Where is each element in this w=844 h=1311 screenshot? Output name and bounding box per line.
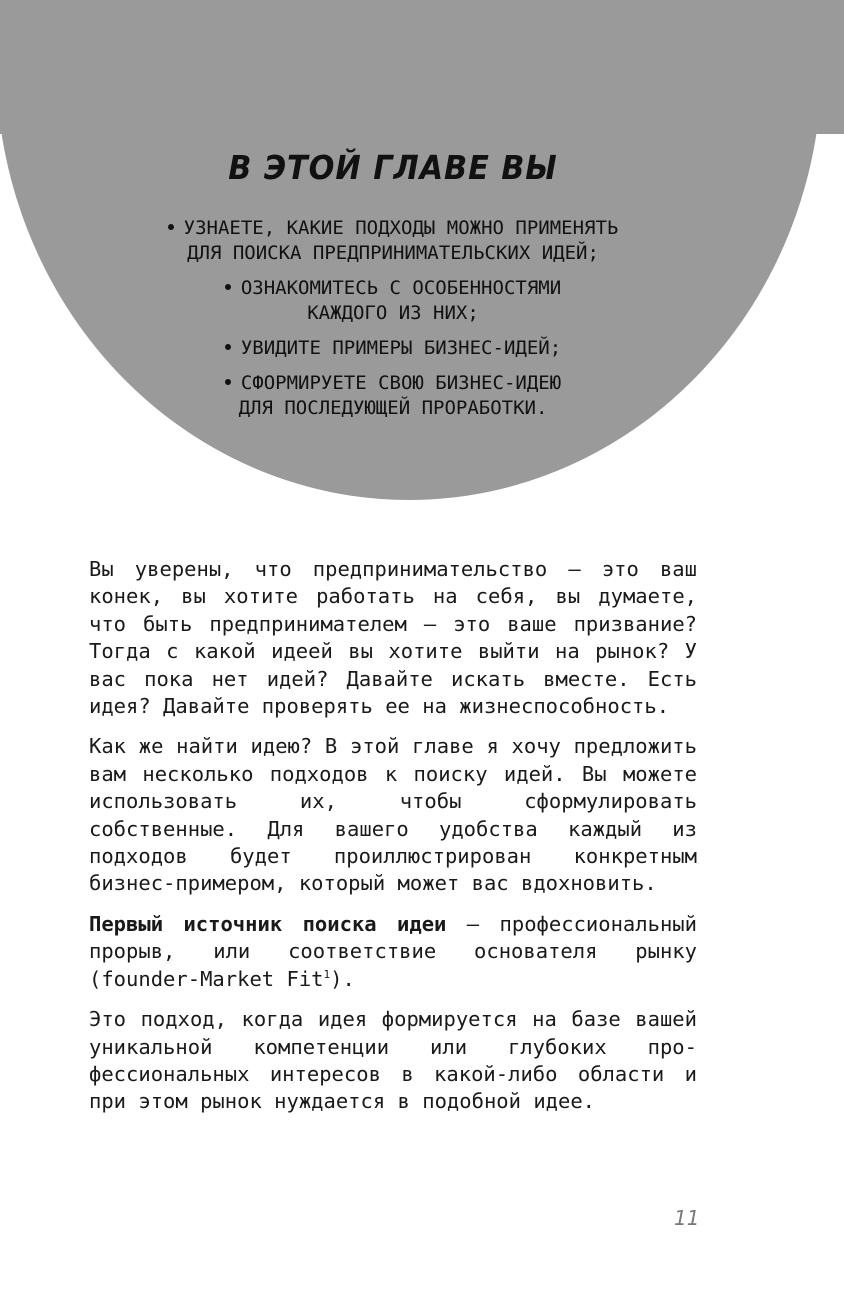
- body-text: [89, 556, 697, 1129]
- chapter-intro-item: [0, 276, 786, 326]
- chapter-intro-item-text: СФОРМИРУЕТЕ СВОЮ БИЗНЕС-ИДЕЮ ДЛЯ ПОСЛЕДУЮЩЕЙ ПРОРАБОТКИ.: [238, 372, 562, 419]
- bullet-icon: [225, 284, 231, 290]
- bullet-icon: [225, 344, 231, 350]
- paragraph-text-end: ).: [330, 966, 355, 991]
- bullet-icon: [168, 224, 174, 230]
- chapter-intro-item-text: ОЗНАКОМИТЕСЬ С ОСОБЕННОСТЯМИ КАЖДОГО ИЗ НИХ;: [240, 277, 562, 324]
- chapter-intro-item-text: УЗНАЕТЕ, КАКИЕ ПОДХОДЫ МОЖНО ПРИМЕНЯТЬ ДЛЯ ПОИСКА ПРЕДПРИНИМАТЕЛЬСКИХ ИДЕЙ;: [183, 217, 619, 264]
- bullet-icon: [225, 379, 231, 385]
- page-number: 11: [674, 1206, 700, 1230]
- footnote-marker[interactable]: 1: [323, 967, 331, 981]
- paragraph-lead: Первый источник поиска идеи: [89, 911, 447, 936]
- paragraph: Как же найти идею? В этой главе я хочу предложить вам несколько подходов к поиску идей. Вы можете использовать их, чтобы сформулировать собственные. Для вашего удобства каждый из подходов будет проиллюстрирован конкретным бизнес-примером, который может вас вдохновить.: [89, 734, 697, 896]
- paragraph: Вы уверены, что предпринимательство — это ваш конек, вы хотите работать на себя, вы думаете, что быть предпринимателем — это ваше призвание? Тогда с какой идеей вы хотите выйти на рынок? У вас пока нет идей? Давайте искать вместе. Есть идея? Давайте проверять ее на жизнеспособность.: [89, 557, 697, 719]
- paragraph: Это подход, когда идея формируется на базе вашей уникальной компетенции или глубоких профессиональных интересов в какой-либо области и при этом рынок нуждается в подобной идее.: [89, 1007, 697, 1114]
- chapter-intro-item: [0, 371, 786, 421]
- chapter-intro-item-text: УВИДИТЕ ПРИМЕРЫ БИЗНЕС-ИДЕЙ;: [240, 337, 562, 359]
- chapter-intro-heading: В ЭТОЙ ГЛАВЕ ВЫ: [228, 148, 558, 187]
- chapter-intro-item: [0, 336, 786, 361]
- chapter-intro-list: [0, 216, 786, 431]
- paragraph: [89, 911, 697, 993]
- paragraph-text: — профессиональный прорыв, или соответствие основателя рынку (founder-Market Fit: [89, 911, 697, 991]
- chapter-intro-item: [0, 216, 786, 266]
